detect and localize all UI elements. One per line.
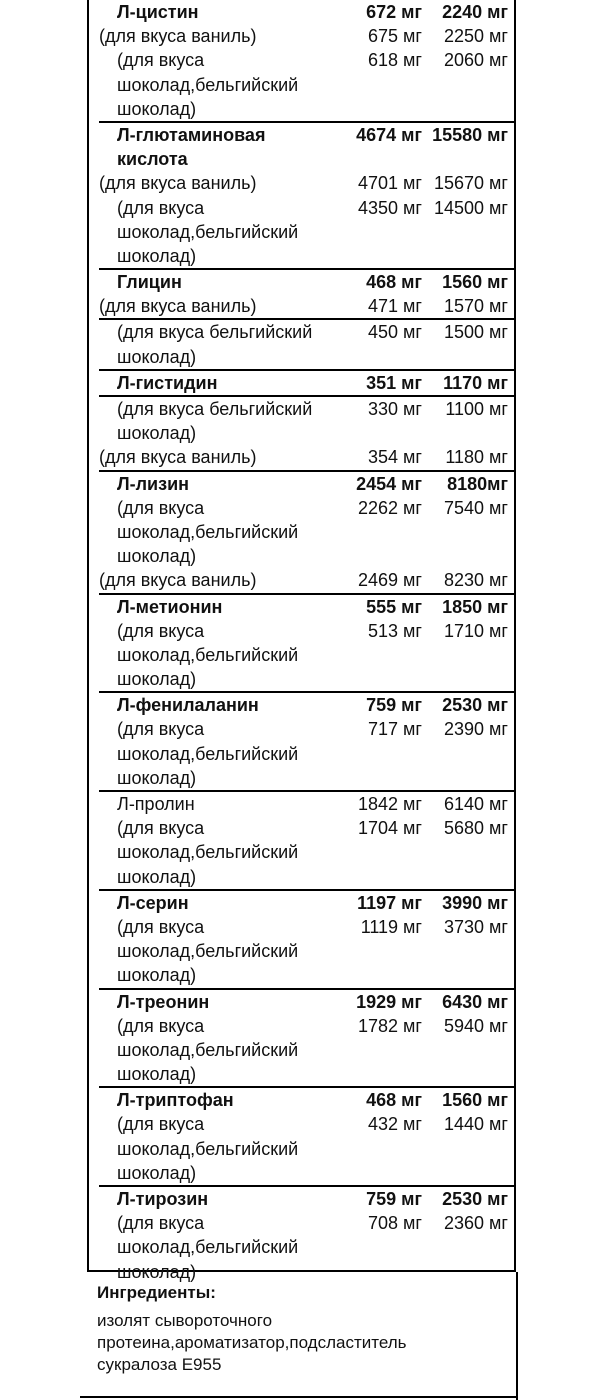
nutrient-label: шоколад,бельгийский: [117, 221, 299, 242]
amount-per-100g: 5940 мг: [444, 1015, 508, 1036]
amount-per-serving: 354 мг: [368, 447, 422, 468]
table-row: [89, 73, 514, 97]
nutrient-label: (для вкуса: [117, 818, 205, 839]
amount-per-serving: 759 мг: [366, 1189, 422, 1209]
nutrient-label: (для вкуса бельгийский: [117, 322, 313, 343]
amount-per-100g: 1180 мг: [445, 447, 508, 468]
nutrient-label: шоколад): [117, 866, 197, 887]
ingredients-line: сукралоза Е955: [97, 1355, 222, 1374]
table-row: [89, 421, 514, 445]
table-row: [89, 320, 514, 344]
nutrient-label: (для вкуса: [117, 1015, 205, 1036]
nutrient-label: (для вкуса: [117, 497, 205, 518]
amount-per-serving: 2469 мг: [358, 570, 422, 591]
table-row: [89, 1038, 514, 1062]
amount-per-serving: 555 мг: [366, 596, 422, 617]
nutrient-label: шоколад,бельгийский: [117, 74, 299, 95]
page-margin: [519, 0, 613, 1400]
table-row: [89, 520, 514, 544]
nutrient-label: шоколад): [117, 98, 197, 119]
table-row: [89, 472, 514, 496]
table-row: [89, 1211, 514, 1235]
amount-per-100g: 3990 мг: [442, 892, 508, 913]
nutrient-label: (для вкуса: [117, 719, 205, 740]
nutrient-label: шоколад): [117, 965, 197, 986]
table-row: [89, 693, 514, 717]
table-row: [89, 568, 514, 592]
table-row: [89, 294, 514, 318]
table-row: [89, 595, 514, 619]
nutrient-label: Л-глютаминовая: [117, 124, 266, 145]
table-row: [89, 270, 514, 294]
nutrient-label: шоколад,бельгийский: [117, 743, 299, 764]
amount-per-serving: 513 мг: [368, 620, 422, 641]
table-row: [89, 840, 514, 864]
table-row: [89, 1112, 514, 1136]
table-row: [89, 1235, 514, 1259]
nutrient-label: (для вкуса ваниль): [99, 447, 257, 468]
nutrient-label: (для вкуса ваниль): [99, 296, 257, 317]
nutrient-label: (для вкуса: [117, 197, 205, 218]
nutrient-label: шоколад,бельгийский: [117, 842, 299, 863]
ingredients-line: изолят сывороточного: [97, 1311, 273, 1330]
amount-per-100g: 3730 мг: [444, 916, 508, 937]
table-row: [89, 1014, 514, 1038]
amount-per-100g: 6430 мг: [442, 991, 508, 1012]
nutrient-label: шоколад,бельгийский: [117, 521, 299, 542]
table-row: [89, 766, 514, 790]
nutrient-label: шоколад): [117, 1261, 197, 1282]
table-row: [89, 865, 514, 889]
table-row: [89, 97, 514, 121]
amount-per-100g: 2530 мг: [442, 695, 508, 716]
table-row: [89, 445, 514, 469]
table-row: [89, 915, 514, 939]
table-row: [89, 171, 514, 195]
amount-per-100g: 1440 мг: [444, 1114, 508, 1135]
table-row: [89, 1161, 514, 1185]
nutrient-label: шоколад,бельгийский: [117, 644, 299, 665]
amount-per-serving: 468 мг: [366, 1090, 422, 1111]
table-row: [89, 667, 514, 691]
amount-per-serving: 4350 мг: [358, 197, 422, 218]
table-row: [89, 220, 514, 244]
table-row: [89, 717, 514, 741]
nutrient-label: шоколад,бельгийский: [117, 941, 299, 962]
amount-per-serving: 672 мг: [366, 2, 422, 22]
amount-per-100g: 15580 мг: [432, 124, 508, 145]
nutrient-label: Л-гистидин: [117, 372, 218, 393]
nutrient-label: (для вкуса: [117, 916, 205, 937]
amino-acid-table: [87, 0, 516, 1282]
amount-per-serving: 432 мг: [368, 1114, 422, 1135]
table-row: [89, 1260, 514, 1284]
amount-per-100g: 2060 мг: [444, 50, 508, 71]
table-row: [89, 891, 514, 915]
amount-per-serving: 1197 мг: [357, 892, 422, 913]
table-row: [89, 619, 514, 643]
nutrient-label: Л-фенилаланин: [117, 695, 259, 716]
table-row: [89, 939, 514, 963]
table-row: [89, 371, 514, 395]
table-row: [89, 1137, 514, 1161]
amount-per-serving: 4701 мг: [358, 173, 422, 194]
amount-per-100g: 7540 мг: [444, 497, 508, 518]
nutrient-label: Л-лизин: [117, 473, 190, 494]
amount-per-100g: 5680 мг: [444, 818, 508, 839]
bottom-divider: [80, 1396, 518, 1398]
amount-per-serving: 708 мг: [368, 1213, 422, 1234]
table-row: [89, 496, 514, 520]
table-row: [89, 544, 514, 568]
nutrient-label: шоколад): [117, 669, 197, 690]
nutrient-label: Л-тирозин: [117, 1189, 209, 1209]
nutrient-label: Л-серин: [117, 892, 189, 913]
nutrient-label: Л-метионин: [117, 596, 223, 617]
amount-per-serving: 675 мг: [368, 26, 422, 47]
nutrient-label: Глицин: [117, 272, 182, 293]
amount-per-serving: 717 мг: [368, 719, 422, 740]
amount-per-100g: 15670 мг: [434, 173, 508, 194]
amount-per-100g: 2240 мг: [442, 2, 508, 22]
nutrient-label: Л-триптофан: [117, 1090, 234, 1111]
nutrient-label: (для вкуса: [117, 620, 205, 641]
table-rows: [89, 0, 514, 1284]
table-row: [89, 1062, 514, 1086]
table-row: [89, 1187, 514, 1211]
table-row: [89, 196, 514, 220]
table-row: [89, 147, 514, 171]
amount-per-100g: 1850 мг: [442, 596, 508, 617]
ingredients-title: Ингредиенты:: [97, 1283, 216, 1302]
table-row: [89, 244, 514, 268]
table-row: [89, 0, 514, 24]
nutrient-label: (для вкуса ваниль): [99, 570, 257, 591]
nutrient-label: кислота: [117, 149, 188, 170]
nutrient-label: Л-треонин: [117, 991, 210, 1012]
amount-per-serving: 2454 мг: [356, 473, 422, 494]
amount-per-100g: 2250 мг: [444, 26, 508, 47]
table-row: [89, 963, 514, 987]
nutrient-label: Л-цистин: [117, 2, 199, 22]
amount-per-serving: 330 мг: [368, 399, 422, 419]
amount-per-100g: 2530 мг: [442, 1189, 508, 1209]
nutrient-label: шоколад): [117, 1162, 197, 1183]
nutrient-label: (для вкуса бельгийский: [117, 399, 313, 419]
amount-per-100g: 1710 мг: [444, 620, 508, 641]
table-row: [89, 48, 514, 72]
amount-per-serving: 618 мг: [368, 50, 422, 71]
table-row: [89, 24, 514, 48]
nutrient-label: Л-пролин: [117, 794, 195, 814]
amount-per-serving: 1782 мг: [358, 1015, 422, 1036]
ingredients-section: [97, 1282, 517, 1376]
nutrient-label: (для вкуса ваниль): [99, 26, 257, 47]
nutrient-label: шоколад): [117, 423, 197, 444]
nutrient-label: (для вкуса: [117, 50, 205, 71]
amount-per-100g: 1170 мг: [443, 372, 508, 393]
nutrient-label: шоколад,бельгийский: [117, 1039, 299, 1060]
amount-per-serving: 1842 мг: [358, 794, 422, 814]
table-row: [89, 742, 514, 766]
amount-per-100g: 1500 мг: [444, 322, 508, 343]
table-row: [89, 990, 514, 1014]
amount-per-serving: 759 мг: [366, 695, 422, 716]
amount-per-100g: 2360 мг: [444, 1213, 508, 1234]
amount-per-serving: 2262 мг: [358, 497, 422, 518]
amount-per-100g: 14500 мг: [434, 197, 508, 218]
table-row: [89, 123, 514, 147]
amount-per-100g: 1560 мг: [442, 1090, 508, 1111]
amount-per-serving: 351 мг: [366, 372, 422, 393]
nutrient-label: (для вкуса ваниль): [99, 173, 257, 194]
amount-per-serving: 1704 мг: [358, 818, 422, 839]
table-row: [89, 1088, 514, 1112]
table-row: [89, 397, 514, 421]
nutrient-label: (для вкуса: [117, 1114, 205, 1135]
ingredients-line: протеина,ароматизатор,подсластитель: [97, 1333, 407, 1352]
nutrient-label: шоколад): [117, 346, 197, 367]
amount-per-serving: 1929 мг: [356, 991, 422, 1012]
nutrient-label: шоколад,бельгийский: [117, 1138, 299, 1159]
amount-per-serving: 468 мг: [366, 272, 422, 293]
nutrient-label: (для вкуса: [117, 1213, 205, 1234]
amount-per-100g: 8180мг: [447, 473, 508, 494]
amount-per-100g: 8230 мг: [444, 570, 508, 591]
nutrient-label: шоколад): [117, 245, 197, 266]
amount-per-100g: 2390 мг: [444, 719, 508, 740]
amount-per-100g: 1100 мг: [445, 399, 508, 419]
nutrient-label: шоколад): [117, 767, 197, 788]
table-row: [89, 792, 514, 816]
table-row: [89, 643, 514, 667]
table-row: [89, 345, 514, 369]
nutrient-label: шоколад): [117, 546, 197, 567]
amount-per-100g: 6140 мг: [444, 794, 508, 814]
amount-per-serving: 4674 мг: [356, 124, 422, 145]
amount-per-100g: 1570 мг: [444, 296, 508, 317]
table-row: [89, 816, 514, 840]
nutrient-label: шоколад): [117, 1064, 197, 1085]
amount-per-serving: 471 мг: [368, 296, 422, 317]
amount-per-serving: 450 мг: [368, 322, 422, 343]
amount-per-100g: 1560 мг: [442, 272, 508, 293]
amount-per-serving: 1119 мг: [360, 916, 422, 937]
nutrient-label: шоколад,бельгийский: [117, 1237, 299, 1258]
